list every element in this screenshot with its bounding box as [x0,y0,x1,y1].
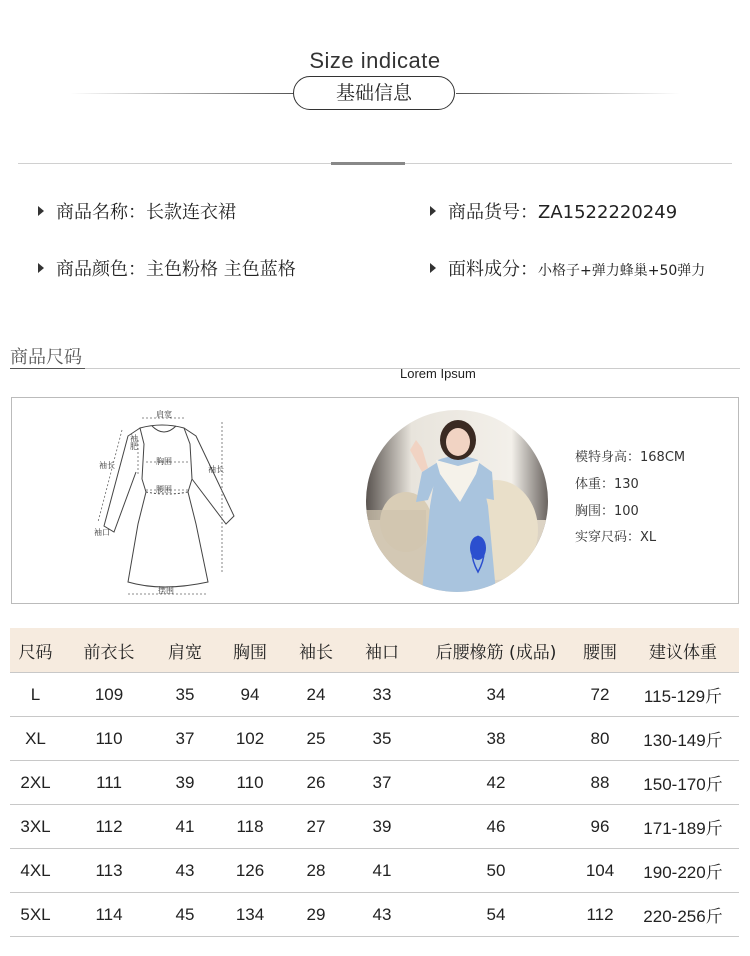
table-cell: 33 [345,673,419,717]
table-cell: 45 [157,893,213,937]
header-cell: 胸围 [213,628,287,673]
header-cell: 袖长 [287,628,345,673]
name-label: 商品名称： [56,202,146,223]
info-product-sku [430,198,677,224]
fabric-value: 小格子+弹力蜂巢+50弹力 [538,263,706,279]
table-cell: 94 [213,673,287,717]
title-line-left [70,93,294,94]
diagram-label-hem: 摆围 [158,586,174,595]
section-caption: Lorem Ipsum [400,366,476,381]
table-cell: 190-220斤 [627,849,739,893]
title-english: Size indicate [309,48,441,73]
color-label: 商品颜色： [56,259,146,280]
name-value: 长款连衣裙 [146,202,236,223]
size-section-title: 商品尺码 [10,347,82,368]
table-cell: 41 [157,805,213,849]
table-cell: L [10,673,61,717]
table-cell: 115-129斤 [627,673,739,717]
model-photo [366,410,548,592]
model-weight: 体重：130 [575,477,639,492]
info-product-name [38,198,236,224]
triangle-bullet-icon [430,263,436,273]
size-table [10,628,739,937]
table-cell: 35 [157,673,213,717]
table-cell: 4XL [10,849,61,893]
table-cell: 46 [419,805,573,849]
table-cell: 111 [61,761,157,805]
header-cell: 袖口 [345,628,419,673]
header-cell: 腰围 [573,628,627,673]
header-cell: 肩宽 [157,628,213,673]
model-size: 实穿尺码：XL [575,530,657,545]
diagram-label-sleeve-left: 袖长 [99,461,115,470]
size-table-header [10,628,739,673]
table-cell: 37 [345,761,419,805]
table-cell: 112 [61,805,157,849]
header-cell: 尺码 [10,628,61,673]
table-cell: 37 [157,717,213,761]
table-cell: 126 [213,849,287,893]
table-cell: 72 [573,673,627,717]
sku-value: ZA1522220249 [538,202,678,223]
table-cell: 39 [157,761,213,805]
header-cell: 后腰橡筋 (成品) [419,628,573,673]
table-row [10,849,739,893]
table-cell: 24 [287,673,345,717]
table-cell: 41 [345,849,419,893]
table-cell: XL [10,717,61,761]
section-underline [10,368,85,369]
table-cell: 118 [213,805,287,849]
table-cell: 28 [287,849,345,893]
table-cell: 34 [419,673,573,717]
triangle-bullet-icon [38,263,44,273]
table-row [10,893,739,937]
table-cell: 80 [573,717,627,761]
table-cell: 54 [419,893,573,937]
table-cell: 112 [573,893,627,937]
model-height: 模特身高：168CM [575,450,686,465]
title-line-right [456,93,680,94]
diagram-label-cuff: 袖口 [94,528,110,537]
fabric-label: 面料成分： [448,259,538,280]
table-cell: 38 [419,717,573,761]
info-product-color [38,255,296,281]
table-cell: 39 [345,805,419,849]
dress-measurement-diagram [92,404,242,600]
table-cell: 25 [287,717,345,761]
info-product-fabric [430,255,705,281]
diagram-label-shoulder: 肩宽 [156,410,172,419]
table-cell: 43 [345,893,419,937]
diagram-label-waist: 腰围 [156,485,172,494]
sku-label: 商品货号： [448,202,538,223]
table-cell: 96 [573,805,627,849]
table-cell: 113 [61,849,157,893]
table-cell: 50 [419,849,573,893]
header-cell: 前衣长 [61,628,157,673]
table-cell: 3XL [10,805,61,849]
header-cell: 建议体重 [627,628,739,673]
table-cell: 110 [61,717,157,761]
triangle-bullet-icon [38,206,44,216]
table-cell: 220-256斤 [627,893,739,937]
table-cell: 29 [287,893,345,937]
model-photo-illustration [366,410,548,592]
table-row [10,761,739,805]
table-cell: 43 [157,849,213,893]
table-cell: 42 [419,761,573,805]
table-row [10,717,739,761]
table-cell: 114 [61,893,157,937]
table-cell: 26 [287,761,345,805]
color-value: 主色粉格 主色蓝格 [146,259,296,280]
table-cell: 104 [573,849,627,893]
table-cell: 134 [213,893,287,937]
table-cell: 27 [287,805,345,849]
table-row [10,805,739,849]
triangle-bullet-icon [430,206,436,216]
table-cell: 88 [573,761,627,805]
table-cell: 35 [345,717,419,761]
model-chest: 胸围：100 [575,504,639,519]
table-cell: 130-149斤 [627,717,739,761]
table-cell: 171-189斤 [627,805,739,849]
table-cell: 150-170斤 [627,761,739,805]
table-cell: 102 [213,717,287,761]
table-cell: 110 [213,761,287,805]
table-cell: 5XL [10,893,61,937]
divider-mark [331,162,405,165]
diagram-label-armhole: 袖肥 [129,434,139,450]
title-chinese: 基础信息 [293,76,455,110]
diagram-label-sleeve-right: 袖长 [208,465,224,474]
table-cell: 109 [61,673,157,717]
table-row [10,673,739,717]
table-cell: 2XL [10,761,61,805]
diagram-label-chest: 胸围 [156,457,172,466]
